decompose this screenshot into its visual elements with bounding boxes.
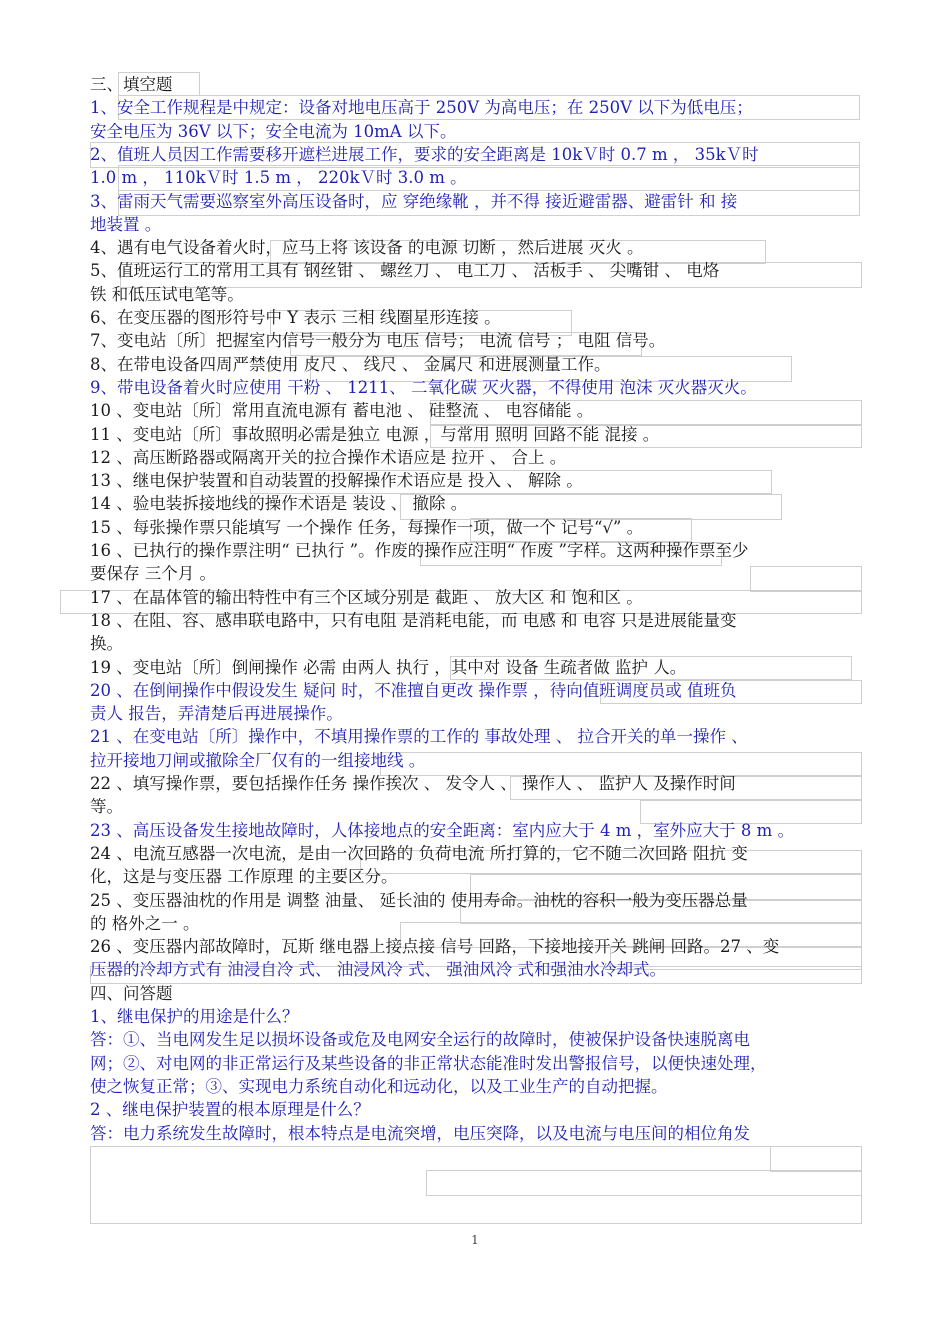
- text-line: 23 、高压设备发生接地故障时，人体接地点的安全距离：室内应大于 4 m ，室外应大于 8 m 。: [90, 820, 794, 840]
- text-line: 2 、继电保护装置的根本原理是什么？: [90, 1100, 370, 1120]
- text-line: 等。: [90, 797, 123, 817]
- text-line: 责人 报告，弄清楚后再进展操作。: [90, 704, 343, 724]
- text-line: 9、带电设备着火时应使用 干粉 、 1211、 二氧化碳 灭火器，不得使用 泡沫 灭火器灭火。: [90, 377, 757, 397]
- text-line: 26 、变压器内部故障时，瓦斯 继电器上接点接 信号 回路，下接地接开关 跳闸 回路。27 、变: [90, 937, 780, 957]
- text-line: 2、值班人员因工作需要移开遮栏进展工作，要求的安全距离是 10kＶ时 0.7 m ， 35kＶ时: [90, 144, 759, 164]
- text-line: 15 、每张操作票只能填写 一个操作 任务，每操作一项，做一个 记号“√” 。: [90, 517, 644, 537]
- text-line: 网；②、对电网的非正常运行及某些设备的非正常状态能准时发出警报信号，以便快速处理，: [90, 1053, 767, 1073]
- text-line: 11 、变电站〔所〕事故照明必需是独立 电源 ，与常用 照明 回路不能 混接 。: [90, 424, 660, 444]
- text-line: 18 、在阻、容、感串联电路中，只有电阻 是消耗电能，而 电感 和 电容 只是进展能量变: [90, 610, 737, 630]
- text-line: 17 、在晶体管的输出特性中有三个区域分别是 截距 、 放大区 和 饱和区 。: [90, 587, 643, 607]
- frame-box: [770, 1146, 862, 1172]
- text-line: 要保存 三个月 。: [90, 564, 216, 584]
- frame-box: [426, 1170, 862, 1196]
- section-heading-qa: 四、问答题: [90, 983, 173, 1003]
- text-line: 22 、填写操作票，要包括操作任务 操作挨次 、 发令人 、 操作人 、 监护人 及操作时间: [90, 774, 736, 793]
- text-line: 换。: [90, 634, 123, 654]
- text-line: 4、遇有电气设备着火时，应马上将 该设备 的电源 切断 ，然后进展 灭火 。: [90, 238, 644, 258]
- text-line: 地装置 。: [90, 214, 162, 234]
- page-number: 1: [471, 1233, 479, 1247]
- text-line: 21 、在变电站〔所〕操作中，不填用操作票的工作的 事故处理 、 拉合开关的单一操作 、: [90, 727, 748, 747]
- text-line: 拉开接地刀闸或撤除全厂仅有的一组接地线 。: [90, 750, 426, 770]
- text-line: 化，这是与变压器 工作原理 的主要区分。: [90, 867, 398, 887]
- text-line: 14 、验电装拆接地线的操作术语是 装设 、 撤除 。: [90, 494, 468, 514]
- text-line: 答：①、当电网发生足以损坏设备或危及电网安全运行的故障时，使被保护设备快速脱离电: [90, 1030, 750, 1050]
- text-line: 1、继电保护的用途是什么？: [90, 1007, 299, 1026]
- text-line: 24 、电流互感器一次电流，是由一次回路的 负荷电流 所打算的，它不随二次回路 阻抗 变: [90, 843, 748, 863]
- text-line: 5、值班运行工的常用工具有 钢丝钳 、 螺丝刀 、 电工刀 、 活板手 、 尖嘴钳 、 电烙: [90, 261, 720, 281]
- text-line: 25 、变压器油枕的作用是 调整 油量、 延长油的 使用寿命。油枕的容积一般为变压器总量: [90, 890, 748, 910]
- text-line: 的 格外之一 。: [90, 913, 200, 933]
- text-line: 7、变电站〔所〕把握室内信号一般分为 电压 信号； 电流 信号 ； 电阻 信号。: [90, 331, 666, 351]
- text-line: 20 、在倒闸操作中假设发生 疑问 时，不准擅自更改 操作票 ，待向值班调度员或 值班负: [90, 680, 737, 700]
- text-line: 安全电压为 36V 以下；安全电流为 10mA 以下。: [90, 121, 457, 141]
- text-line: 8、在带电设备四周严禁使用 皮尺 、 线尺 、 金属尺 和进展测量工作。: [90, 354, 611, 374]
- text-line: 19 、变电站〔所〕倒闸操作 必需 由两人 执行 ，其中对 设备 生疏者做 监护 人。: [90, 657, 687, 677]
- text-line: 铁 和低压试电笔等。: [90, 284, 244, 304]
- text-line: 压器的冷却方式有 油浸自冷 式、 油浸风冷 式、 强油风冷 式和强油水冷却式。: [90, 960, 666, 980]
- text-line: 1.0 m ， 110kＶ时 1.5 m ， 220kＶ时 3.0 m 。: [90, 168, 467, 188]
- text-line: 1、安全工作规程是中规定：设备对地电压高于 250V 为高电压；在 250V 以下为低电压；: [90, 98, 753, 118]
- text-line: 6、在变压器的图形符号中 Y 表示 三相 线圈星形连接 。: [90, 308, 501, 327]
- text-line: 12 、高压断路器或隔离开关的拉合操作术语应是 拉开 、 合上 。: [90, 447, 567, 467]
- section-heading-fill: 三、填空题: [90, 75, 173, 94]
- text-line: 10 、变电站〔所〕常用直流电源有 蓄电池 、 硅整流 、 电容储能 。: [90, 401, 594, 421]
- text-line: 使之恢复正常；③、实现电力系统自动化和远动化，以及工业生产的自动把握。: [90, 1076, 668, 1096]
- text-line: 答：电力系统发生故障时，根本特点是电流突增，电压突降，以及电流与电压间的相位角发: [90, 1123, 750, 1143]
- text-line: 16 、已执行的操作票注明“ 已执行 ”。作废的操作应注明“ 作废 ”字样。这两种操作票至少: [90, 541, 749, 560]
- text-line: 13 、继电保护装置和自动装置的投解操作术语应是 投入 、 解除 。: [90, 471, 583, 491]
- text-line: 3、雷雨天气需要巡察室外高压设备时，应 穿绝缘靴 ，并不得 接近避雷器、避雷针 和 接: [90, 191, 738, 211]
